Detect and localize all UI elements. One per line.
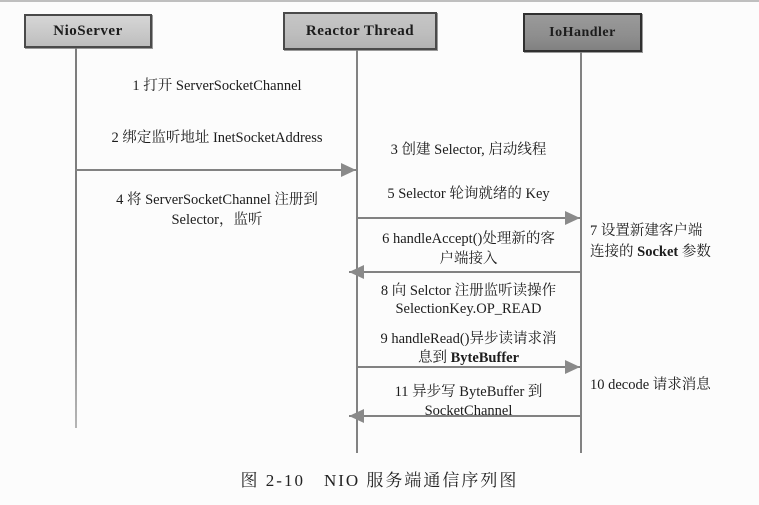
arrow-reactor-to-iohandler-select bbox=[357, 217, 580, 219]
message-2-bind-address bbox=[78, 129, 356, 148]
message-7-line-2-bold: Socket bbox=[637, 244, 679, 260]
message-11-line-2: SocketChannel bbox=[424, 403, 513, 419]
message-8-register-op-read bbox=[358, 282, 579, 318]
message-9-line-2-bold: ByteBuffer bbox=[450, 350, 520, 366]
lifeline-nioserver bbox=[75, 48, 77, 428]
actor-box-nioserver bbox=[24, 14, 152, 48]
actor-label-nioserver: NioServer bbox=[53, 22, 123, 39]
arrow-nioserver-to-reactor bbox=[75, 169, 356, 171]
message-10-text: 10 decode 请求消息 bbox=[590, 377, 711, 393]
actor-box-reactor-thread bbox=[283, 12, 437, 50]
message-10-decode-request bbox=[590, 376, 758, 395]
message-6-line-2: 户端接入 bbox=[439, 251, 498, 267]
arrow-iohandler-to-reactor-accept bbox=[349, 271, 580, 273]
message-1-text: 1 打开 ServerSocketChannel bbox=[132, 78, 302, 94]
message-4-register-to-selector bbox=[78, 190, 356, 230]
message-11-line-1: 11 异步写 ByteBuffer 到 bbox=[394, 384, 543, 400]
message-8-line-2: SelectionKey.OP_READ bbox=[395, 301, 542, 317]
message-7-line-2-post: 参数 bbox=[678, 244, 711, 260]
figure-caption: 图 2-10 NIO 服务端通信序列图 bbox=[240, 471, 519, 490]
lifeline-iohandler bbox=[580, 52, 582, 453]
actor-box-iohandler bbox=[523, 13, 642, 52]
message-6-line-1: 6 handleAccept()处理新的客 bbox=[382, 231, 555, 247]
message-7-line-1: 7 设置新建客户端 bbox=[590, 223, 703, 239]
message-7-line-2-pre: 连接的 bbox=[590, 244, 638, 260]
message-5-selector-poll-key bbox=[358, 185, 579, 204]
message-9-line-1: 9 handleRead()异步读请求消 bbox=[380, 331, 557, 347]
message-9-handleread bbox=[358, 330, 579, 368]
message-11-write-bytebuffer bbox=[358, 383, 579, 421]
message-3-text: 3 创建 Selector, 启动线程 bbox=[390, 142, 547, 158]
actor-label-iohandler: IoHandler bbox=[549, 24, 616, 40]
message-8-line-1: 8 向 Selctor 注册监听读操作 bbox=[380, 283, 557, 299]
actor-label-reactor-thread: Reactor Thread bbox=[305, 22, 415, 39]
message-2-text: 2 绑定监听地址 InetSocketAddress bbox=[111, 130, 323, 146]
message-9-line-2-pre: 息到 bbox=[417, 350, 451, 366]
page-top-edge bbox=[0, 0, 759, 2]
message-4-line-2: Selector，监听 bbox=[171, 212, 263, 228]
message-4-line-1: 4 将 ServerSocketChannel 注册到 bbox=[116, 192, 318, 208]
message-1-open-serversocketchannel bbox=[78, 77, 356, 96]
message-7-set-socket-params bbox=[590, 221, 758, 263]
message-6-handleaccept bbox=[358, 229, 579, 269]
message-3-create-selector bbox=[358, 141, 579, 160]
message-5-text: 5 Selector 轮询就绪的 Key bbox=[387, 186, 550, 202]
